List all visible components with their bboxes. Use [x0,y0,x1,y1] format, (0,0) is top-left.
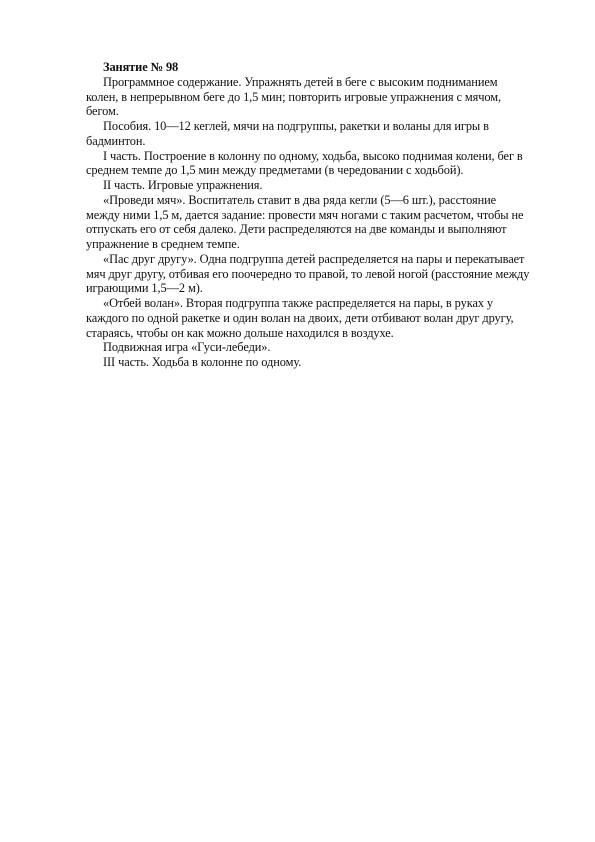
paragraph-part-two-heading: II часть. Игровые упражнения. [103,178,263,192]
document-page [86,60,532,370]
paragraph-exercise-shuttlecock: «Отбей волан». Вторая подгруппа также распределяется на пары, в руках у каждого по одной ракетке и один волан на двоих, дети отбивают волан друг другу, стараясь, чтобы он как можно дольше находился в воздухе. [86,296,514,340]
paragraph-exercise-lead-ball: «Проведи мяч». Воспитатель ставит в два ряда кегли (5—6 шт.), расстояние между ними 1,5 м, дается задание: провести мяч ногами с таким расчетом, чтобы не отпускать его от себя далеко. Дети распределяются на две команды и выполняют упражнение в среднем темпе. [86,192,524,251]
paragraph-part-one: I часть. Построение в колонну по одному, ходьба, высоко поднимая колени, бег в среднем темпе до 1,5 мин между предметами (в чередовании с ходьбой). [86,148,523,178]
paragraph-materials: Пособия. 10—12 кеглей, мячи на подгруппы, ракетки и воланы для игры в бадминтон. [86,119,489,148]
paragraph-outdoor-game: Подвижная игра «Гуси-лебеди». [103,340,271,355]
paragraph-part-three: III часть. Ходьба в колонне по одному. [103,355,302,369]
lesson-title: Занятие № 98 [103,60,179,74]
paragraph-program-content: Программное содержание. Упражнять детей в беге с высоким подниманием колен, в непрерывном беге до 1,5 мин; повторить игровые упражнения с мячом, бегом. [86,74,501,119]
paragraph-exercise-pass: «Пас друг другу». Одна подгруппа детей распределяется на пары и перекатывает мяч друг другу, отбивая его поочередно то правой, то левой ногой (расстояние между играющими 1,5—2 м). [86,251,530,296]
